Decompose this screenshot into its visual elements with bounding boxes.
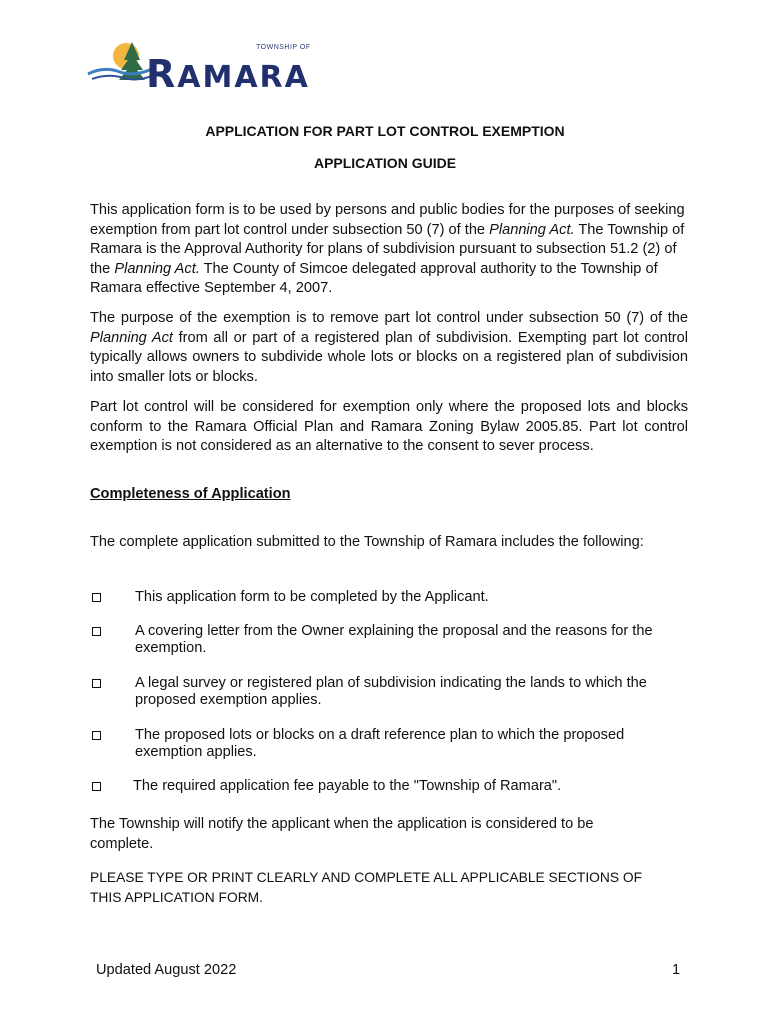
checkbox[interactable] — [92, 679, 101, 688]
checklist-item-text: A covering letter from the Owner explaining the proposal and the reasons for the exemption. — [135, 623, 653, 656]
checklist-item-text: The proposed lots or blocks on a draft reference plan to which the proposed exemption applies. — [135, 727, 625, 760]
complete-intro: The complete application submitted to the Township of Ramara includes the following: — [90, 534, 644, 550]
checkbox[interactable] — [92, 627, 101, 636]
checkbox[interactable] — [92, 782, 101, 791]
logo-township-text: TOWNSHIP OF — [256, 44, 311, 51]
checklist-item-text: A legal survey or registered plan of subdivision indicating the lands to which the proposed exemption applies. — [135, 675, 647, 708]
page-number: 1 — [672, 962, 681, 978]
checklist-item-text: This application form to be completed by the Applicant. — [135, 589, 489, 605]
checklist-item — [90, 727, 688, 767]
document-title: APPLICATION FOR PART LOT CONTROL EXEMPTION — [205, 123, 565, 139]
checkbox[interactable] — [92, 731, 101, 740]
instructions-paragraph: PLEASE TYPE OR PRINT CLEARLY AND COMPLETE ALL APPLICABLE SECTIONS OF THIS APPLICATION FORM. — [90, 870, 643, 905]
completeness-heading: Completeness of Application — [90, 486, 291, 502]
ramara-logo — [86, 38, 311, 96]
notify-paragraph: The Township will notify the applicant when the application is considered to be complete. — [90, 816, 594, 852]
checklist-item-text: The required application fee payable to the "Township of Ramara". — [133, 778, 562, 794]
consideration-paragraph: Part lot control will be considered for exemption only where the proposed lots and blocks conform to the Ramara Official Plan and Ramara Zoning Bylaw 2005.85. Part lot control exemption is not considered as an alternative to the consent to sever process. — [90, 399, 688, 454]
document-subtitle: APPLICATION GUIDE — [313, 155, 457, 171]
footer-updated: Updated August 2022 — [96, 962, 237, 978]
checklist-item — [90, 623, 688, 663]
logo-wordmark: RAMARA — [146, 52, 310, 96]
checklist-item — [90, 778, 688, 818]
purpose-paragraph: The purpose of the exemption is to remove part lot control under subsection 50 (7) of the Planning Act from all or part of a registered plan of subdivision. Exempting part lot control typically allows owners to subdivide whole lots or blocks on a registered plan of subdivision into smaller lots or blocks. — [90, 310, 689, 385]
intro-paragraph: This application form is to be used by persons and public bodies for the purposes of seeking exemption from part lot control under subsection 50 (7) of the Planning Act. The Township of Ramara is the Approval Authority for plans of subdivision pursuant to subsection 51.2 (2) of the Planning Act. The County of Simcoe delegated approval authority to the Township of Ramara effective September 4, 2007. — [90, 202, 685, 296]
checkbox[interactable] — [92, 593, 101, 602]
checklist-item — [90, 675, 688, 715]
